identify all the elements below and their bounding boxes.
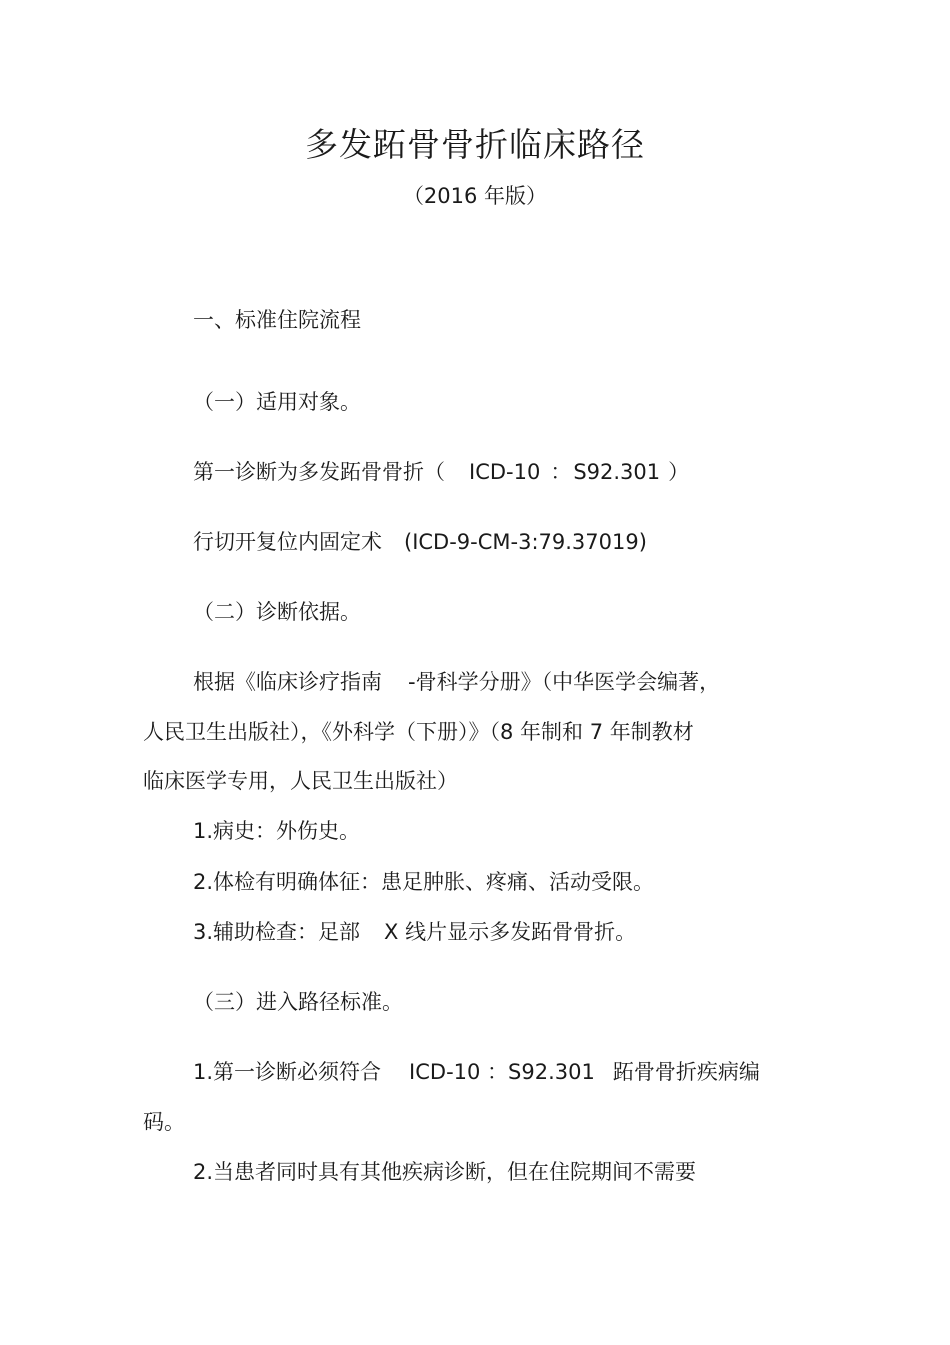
diagnosis-close: ） (668, 460, 690, 484)
section-heading: 一、标准住院流程 (193, 308, 361, 332)
basis-item-3-b: X 线片显示多发跖骨骨折。 (384, 920, 637, 944)
basis-line-1-b: -骨科学分册》（中华医学会编著， (408, 670, 721, 694)
basis-line-1-a: 根据《临床诊疗指南 (193, 670, 382, 694)
subsection-heading-basis: （二）诊断依据。 (193, 600, 361, 624)
surgery-text: 行切开复位内固定术 (193, 530, 382, 554)
entry-item-1-a: 1.第一诊断必须符合 (193, 1060, 382, 1084)
surgery-code: (ICD-9-CM-3:79.37019) (404, 530, 647, 554)
basis-line-3: 临床医学专用，人民卫生出版社） (143, 769, 458, 793)
subsection-heading-entry: （三）进入路径标准。 (193, 990, 403, 1014)
entry-item-1 (193, 1057, 760, 1087)
document-title: 多发跖骨骨折临床路径 (305, 125, 645, 164)
basis-line-2: 人民卫生出版社），《外科学（下册）》（8 年制和 7 年制教材 (143, 720, 694, 744)
document-subtitle: （2016 年版） (402, 184, 548, 208)
diagnosis-code: S92.301 (573, 460, 661, 484)
entry-item-2: 2.当患者同时具有其他疾病诊断，但在住院期间不需要 (193, 1160, 697, 1184)
surgery-line (193, 527, 647, 557)
basis-item-2: 2.体检有明确体征：患足肿胀、疼痛、活动受限。 (193, 870, 655, 894)
diagnosis-colon: ： (550, 460, 572, 484)
entry-item-1-b: ICD-10 ：S92.301 (409, 1060, 595, 1084)
entry-item-1-continued: 码。 (143, 1110, 185, 1134)
diagnosis-prefix: 第一诊断为多发跖骨骨折（ (193, 460, 445, 484)
basis-item-3 (193, 917, 636, 947)
basis-line-1 (193, 667, 720, 697)
basis-item-3-a: 3.辅助检查：足部 (193, 920, 361, 944)
subsection-heading-applicable: （一）适用对象。 (193, 390, 361, 414)
diagnosis-code-label: ICD-10 (469, 460, 541, 484)
diagnosis-line (193, 457, 689, 487)
basis-item-1: 1.病史：外伤史。 (193, 819, 361, 843)
entry-item-1-c: 跖骨骨折疾病编 (612, 1060, 760, 1084)
